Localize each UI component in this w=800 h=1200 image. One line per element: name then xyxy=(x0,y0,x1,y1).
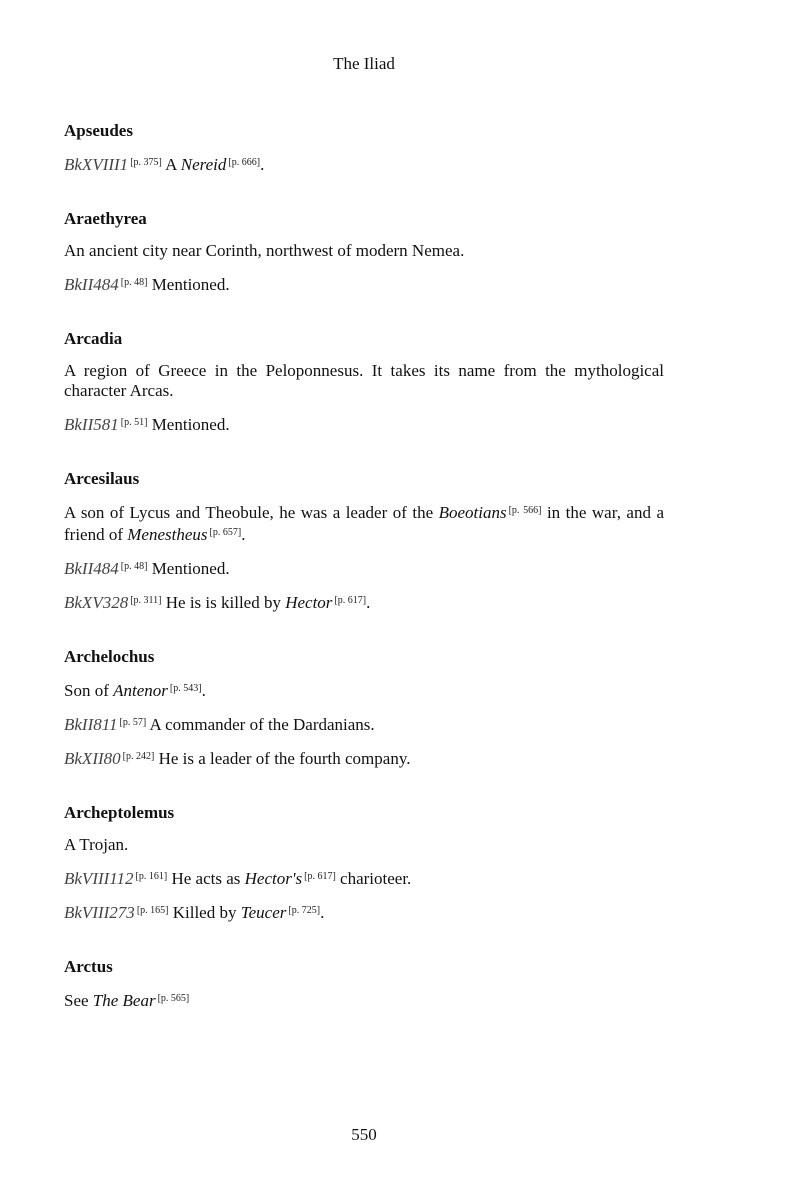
entry-araethyrea xyxy=(64,209,664,295)
running-head: The Iliad xyxy=(333,54,395,73)
description-text: . xyxy=(241,525,246,544)
entry-description: A region of Greece in the Peloponnesus. It takes its name from the mythological character Arcas. xyxy=(64,361,664,400)
book-reference-link[interactable]: BkVIII112 xyxy=(64,869,134,888)
page-reference: [p. 48] xyxy=(120,277,148,288)
entry-description: A Trojan. xyxy=(64,835,129,854)
reference-line xyxy=(64,413,664,435)
reference-text: Mentioned. xyxy=(147,415,230,434)
reference-text: He acts as xyxy=(167,869,245,888)
page-reference: [p. 617] xyxy=(334,595,367,606)
entry-title: Arcadia xyxy=(64,329,123,348)
reference-text: A xyxy=(165,155,181,174)
cross-reference-link[interactable]: Boeotians xyxy=(438,503,507,522)
page-reference: [p. 543] xyxy=(169,683,202,694)
reference-line xyxy=(64,713,664,735)
reference-line xyxy=(64,591,664,613)
description-text: A son of Lycus and Theobule, he was a leader of the xyxy=(64,503,439,522)
reference-line xyxy=(64,747,664,769)
page-reference: [p. 666] xyxy=(228,157,261,168)
page-reference: [p. 657] xyxy=(209,527,242,538)
reference-line xyxy=(64,557,664,579)
cross-reference-link[interactable]: The Bear xyxy=(92,991,156,1010)
cross-reference-link[interactable]: Antenor xyxy=(113,681,168,700)
page-reference: [p. 57] xyxy=(119,717,147,728)
description-text: See xyxy=(64,991,93,1010)
page-reference: [p. 725] xyxy=(288,905,321,916)
reference-text: He is is killed by xyxy=(161,593,286,612)
reference-text: . xyxy=(320,903,325,922)
page-reference: [p. 311] xyxy=(130,595,162,606)
page-reference: [p. 242] xyxy=(122,751,155,762)
description-text: Son of xyxy=(64,681,114,700)
cross-reference-link[interactable]: Hector's xyxy=(244,869,303,888)
entry-title: Araethyrea xyxy=(64,209,147,228)
entry-description xyxy=(64,501,664,545)
book-reference-link[interactable]: BkII484 xyxy=(64,559,119,578)
entry-description: An ancient city near Corinth, northwest of modern Nemea. xyxy=(64,241,465,260)
entry-arcesilaus xyxy=(64,469,664,613)
entry-title: Arcesilaus xyxy=(64,469,140,488)
cross-reference-link[interactable]: Nereid xyxy=(180,155,227,174)
cross-reference-link[interactable]: Hector xyxy=(285,593,333,612)
reference-line xyxy=(64,273,664,295)
reference-text: . xyxy=(260,155,265,174)
entry-arctus xyxy=(64,957,664,1011)
book-reference-link[interactable]: BkII581 xyxy=(64,415,119,434)
page-reference: [p. 565] xyxy=(157,993,190,1004)
page-reference: [p. 165] xyxy=(136,905,169,916)
entry-title: Arctus xyxy=(64,957,113,976)
page-reference: [p. 161] xyxy=(135,871,168,882)
entry-title: Archeptolemus xyxy=(64,803,175,822)
reference-text: A commander of the Dardanians. xyxy=(146,715,375,734)
entry-apseudes xyxy=(64,121,664,175)
entry-description xyxy=(64,679,664,701)
book-reference-link[interactable]: BkXII80 xyxy=(64,749,121,768)
reference-text: . xyxy=(366,593,371,612)
reference-text: Mentioned. xyxy=(147,275,230,294)
book-reference-link[interactable]: BkXVIII1 xyxy=(64,155,129,174)
cross-reference-link[interactable]: Menestheus xyxy=(127,525,208,544)
entry-title: Apseudes xyxy=(64,121,133,140)
book-reference-link[interactable]: BkII811 xyxy=(64,715,118,734)
reference-text: He is a leader of the fourth company. xyxy=(154,749,411,768)
entry-arcadia xyxy=(64,329,664,435)
page-reference: [p. 51] xyxy=(120,417,148,428)
reference-line xyxy=(64,901,664,923)
reference-line xyxy=(64,153,664,175)
page-reference: [p. 617] xyxy=(304,871,336,882)
page-reference: [p. 375] xyxy=(130,157,162,168)
cross-reference-link[interactable]: Teucer xyxy=(240,903,287,922)
entry-title: Archelochus xyxy=(64,647,155,666)
reference-text: charioteer. xyxy=(335,869,412,888)
reference-line xyxy=(64,867,664,889)
reference-text: Mentioned. xyxy=(147,559,230,578)
page-reference: [p. 566] xyxy=(508,505,542,516)
entry-description xyxy=(64,989,664,1011)
page-number: 550 xyxy=(351,1125,377,1144)
entry-archelochus xyxy=(64,647,664,769)
book-reference-link[interactable]: BkXV328 xyxy=(64,593,129,612)
entry-archeptolemus xyxy=(64,803,664,923)
description-text: in the war, and a friend of xyxy=(64,503,664,544)
book-reference-link[interactable]: BkVIII273 xyxy=(64,903,135,922)
page-reference: [p. 48] xyxy=(120,561,148,572)
reference-text: Killed by xyxy=(168,903,241,922)
glossary-content xyxy=(64,121,664,1045)
book-reference-link[interactable]: BkII484 xyxy=(64,275,119,294)
description-text: . xyxy=(201,681,206,700)
